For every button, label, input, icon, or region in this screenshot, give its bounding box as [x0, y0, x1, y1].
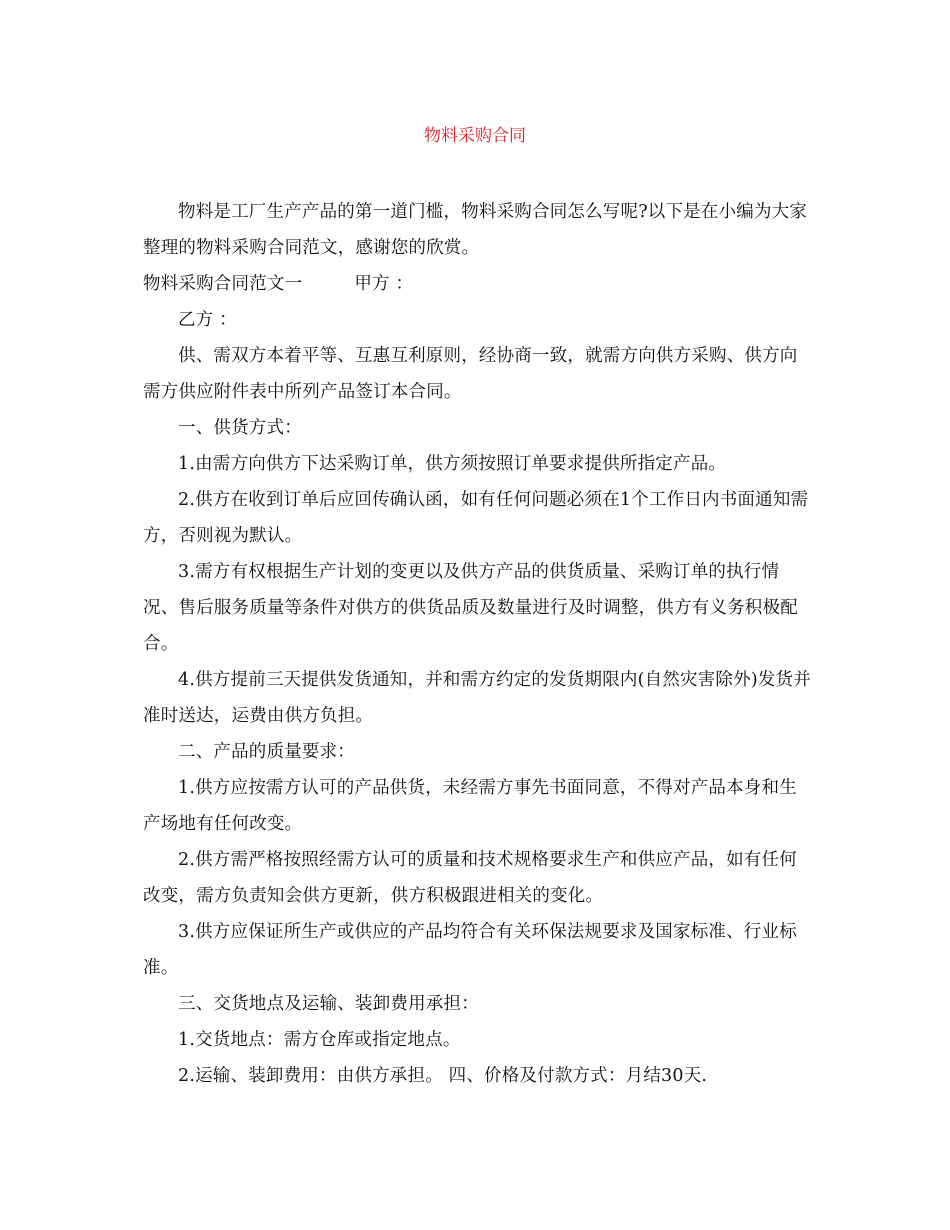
party-a-label: 甲方 ：	[354, 274, 414, 294]
sample-heading-line	[143, 266, 811, 302]
section-1-item: 2.供方在收到订单后应回传确认函，如有任何问题必须在1个工作日内书面通知需方，否则视为默认。	[143, 490, 809, 546]
section-1-heading: 一、供货方式：	[178, 418, 302, 438]
document-title: 物料采购合同	[424, 126, 526, 146]
section-2-item: 3.供方应保证所生产或供应的产品均符合有关环保法规要求及国家标准、行业标准。	[143, 922, 797, 978]
section-2-item: 2.供方需严格按照经需方认可的质量和技术规格要求生产和供应产品，如有任何改变，需方负责知会供方更新，供方积极跟进相关的变化。	[143, 850, 797, 906]
document-body	[143, 194, 811, 1094]
section-2-heading: 二、产品的质量要求：	[178, 742, 355, 762]
section-3-item: 1.交货地点：需方仓库或指定地点。	[178, 1030, 461, 1050]
section-3-item: 2.运输、装卸费用：由供方承担。 四、价格及付款方式：月结30天.	[178, 1066, 708, 1086]
section-1-item: 4.供方提前三天提供发货通知，并和需方约定的发货期限内(自然灾害除外)发货并准时送达，运费由供方负担。	[143, 670, 811, 726]
section-1-item: 3.需方有权根据生产计划的变更以及供方产品的供货质量、采购订单的执行情况、售后服务质量等条件对供方的供货品质及数量进行及时调整，供方有义务积极配合。	[143, 562, 798, 654]
preamble-paragraph: 供、需双方本着平等、互惠互利原则，经协商一致，就需方向供方采购、供方向需方供应附件表中所列产品签订本合同。	[143, 346, 798, 402]
section-1-item: 1.由需方向供方下达采购订单，供方须按照订单要求提供所指定产品。	[178, 454, 727, 474]
section-3-heading: 三、交货地点及运输、装卸费用承担：	[178, 994, 479, 1014]
party-b-label: 乙方 ：	[178, 310, 237, 330]
intro-paragraph: 物料是工厂生产产品的第一道门槛，物料采购合同怎么写呢?以下是在小编为大家整理的物料采购合同范文，感谢您的欣赏。	[143, 202, 808, 258]
section-2-item: 1.供方应按需方认可的产品供货，未经需方事先书面同意，不得对产品本身和生产场地有任何改变。	[143, 778, 797, 834]
sample-heading: 物料采购合同范文一	[143, 274, 303, 294]
